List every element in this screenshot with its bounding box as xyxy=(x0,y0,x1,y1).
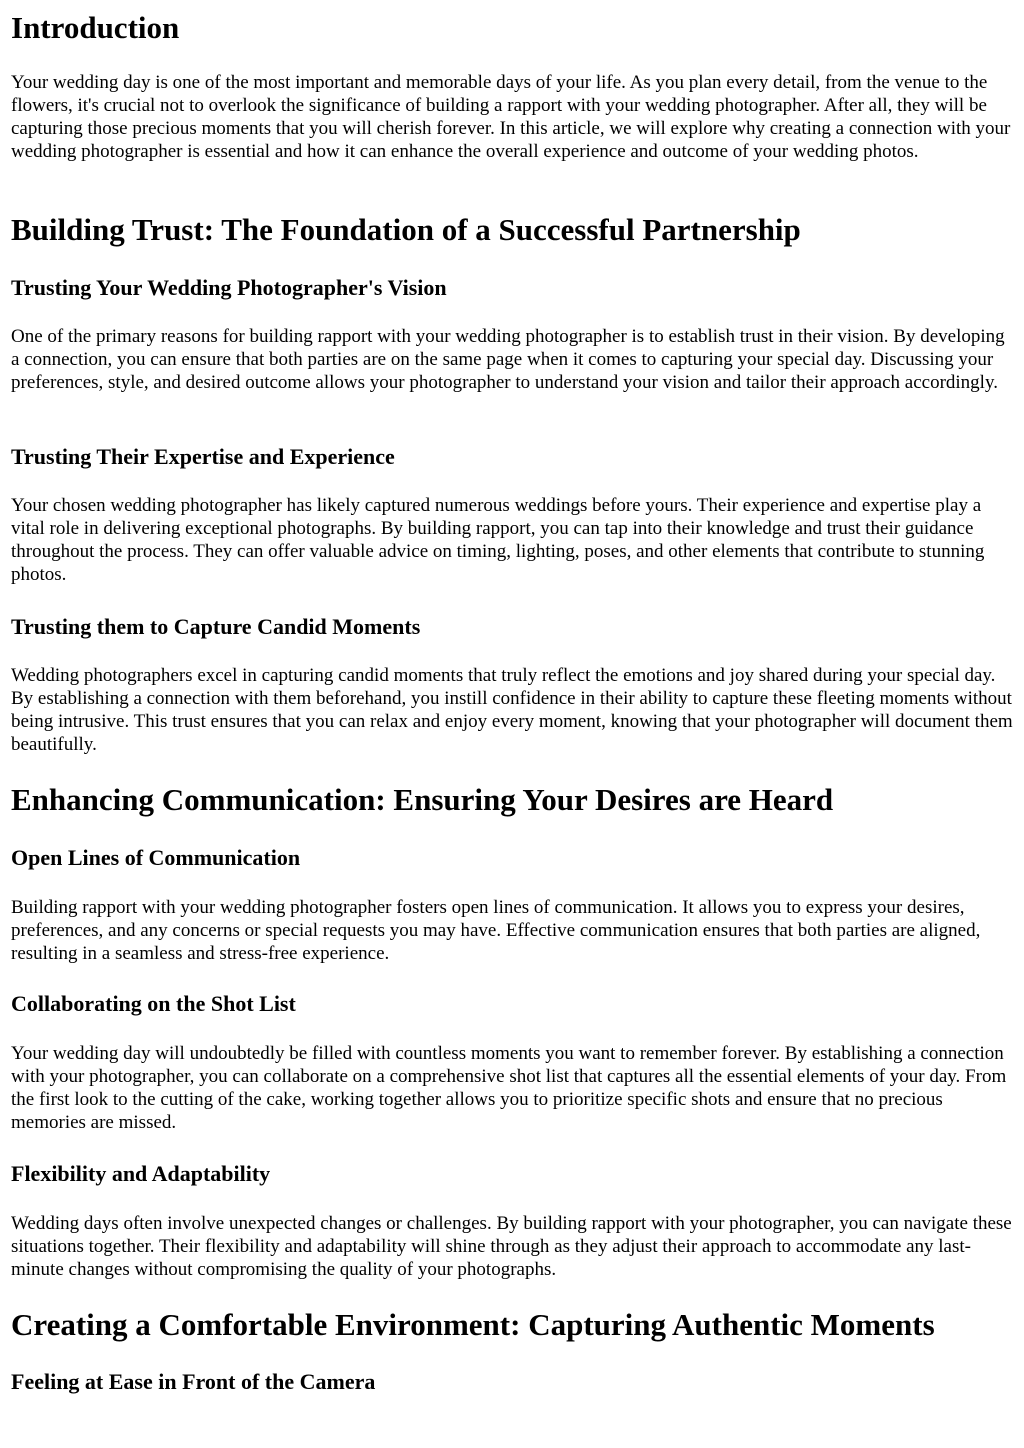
section-heading-building-trust: Building Trust: The Foundation of a Successful Partnership xyxy=(11,212,801,247)
subheading-candid-moments: Trusting them to Capture Candid Moments xyxy=(11,614,421,639)
paragraph-shot-list: Your wedding day will undoubtedly be filled with countless moments you want to remember forever. By establishing a connection with your photographer, you can collaborate on a comprehensive shot list that captures all the essential elements of your day. From the first look to the cutting of the cake, working together allows you to prioritize specific shots and ensure that no precious memories are missed. xyxy=(11,1043,1007,1133)
subheading-trusting-expertise: Trusting Their Expertise and Experience xyxy=(11,444,395,469)
subheading-flexibility: Flexibility and Adaptability xyxy=(11,1161,271,1186)
paragraph-flexibility: Wedding days often involve unexpected changes or challenges. By building rapport with your photographer, you can navigate these situations together. Their flexibility and adaptability will shine through as they adjust their approach to accommodate any last-minute changes without compromising the quality of your photographs. xyxy=(11,1213,1012,1280)
section-heading-enhancing-communication: Enhancing Communication: Ensuring Your Desires are Heard xyxy=(11,782,834,817)
subheading-trusting-vision: Trusting Your Wedding Photographer's Vision xyxy=(11,275,447,300)
paragraph-candid-moments: Wedding photographers excel in capturing candid moments that truly reflect the emotions and joy shared during your special day. By establishing a connection with them beforehand, you instill confidence in their ability to capture these fleeting moments without being intrusive. This trust ensures that you can relax and enjoy every moment, knowing that your photographer will document them beautifully. xyxy=(11,665,1013,755)
paragraph-trusting-expertise: Your chosen wedding photographer has likely captured numerous weddings before yours. Their experience and expertise play a vital role in delivering exceptional photographs. By building rapport, you can tap into their knowledge and trust their guidance throughout the process. They can offer valuable advice on timing, lighting, poses, and other elements that contribute to stunning photos. xyxy=(11,495,985,585)
intro-paragraph: Your wedding day is one of the most important and memorable days of your life. As you plan every detail, from the venue to the flowers, it's crucial not to overlook the significance of building a rapport with your wedding photographer. After all, they will be capturing those precious moments that you will cherish forever. In this article, we will explore why creating a connection with your wedding photographer is essential and how it can enhance the overall experience and outcome of your wedding photos. xyxy=(11,72,1011,162)
subheading-open-lines: Open Lines of Communication xyxy=(11,845,301,870)
paragraph-open-lines: Building rapport with your wedding photographer fosters open lines of communication. It allows you to express your desires, preferences, and any concerns or special requests you may have. Effective communication ensures that both parties are aligned, resulting in a seamless and stress-free experience. xyxy=(11,897,981,964)
intro-heading: Introduction xyxy=(11,10,180,45)
subheading-at-ease: Feeling at Ease in Front of the Camera xyxy=(11,1369,376,1394)
subheading-shot-list: Collaborating on the Shot List xyxy=(11,991,296,1016)
paragraph-trusting-vision: One of the primary reasons for building rapport with your wedding photographer is to establish trust in their vision. By developing a connection, you can ensure that both parties are on the same page when it comes to capturing your special day. Discussing your preferences, style, and desired outcome allows your photographer to understand your vision and tailor their approach accordingly. xyxy=(11,326,1005,393)
section-heading-comfortable-environment: Creating a Comfortable Environment: Capturing Authentic Moments xyxy=(11,1307,935,1342)
